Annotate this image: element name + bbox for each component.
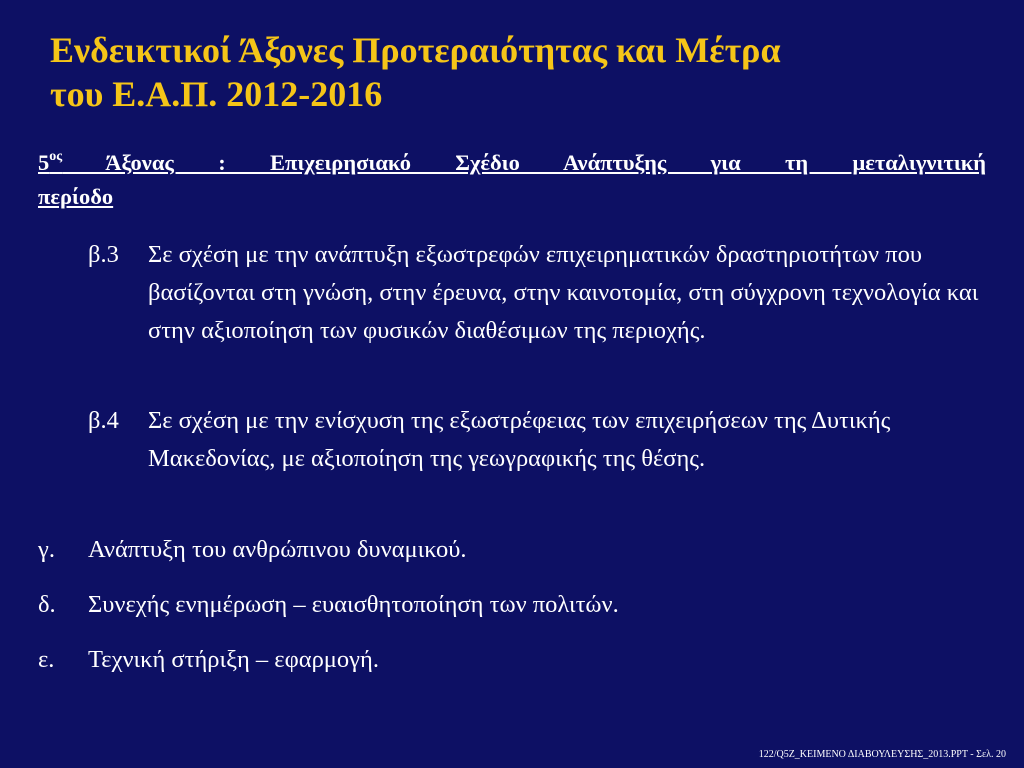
list-item-marker: δ. — [38, 591, 56, 618]
section-heading — [38, 146, 986, 214]
list-item-d — [38, 586, 988, 624]
sub-item-text: Σε σχέση με την ανάπτυξη εξωστρεφών επιχειρηματικών δραστηριοτήτων που βασίζονται στη γνώση, στην έρευνα, στην καινοτομία, στη σύγχρονη τεχνολογία και στην αξιοποίηση των φυσικών διαθέσιμων της περιοχής. — [148, 241, 979, 344]
slide-title-line-1: Ενδεικτικοί Άξονες Προτεραιότητας και Μέτρα — [50, 30, 781, 70]
slide-title — [50, 28, 990, 116]
list-item-e — [38, 641, 988, 679]
sub-item-b4 — [88, 402, 988, 478]
sub-item-b3 — [88, 236, 988, 350]
list-item-text: Συνεχής ενημέρωση – ευαισθητοποίηση των πολιτών. — [88, 591, 619, 618]
list-item-marker: ε. — [38, 646, 55, 673]
slide-title-line-2: του Ε.Α.Π. 2012-2016 — [50, 74, 383, 114]
section-heading-text: Άξονας : Επιχειρησιακό Σχέδιο Ανάπτυξης για τη μεταλιγνιτική — [62, 150, 986, 175]
list-item-text: Ανάπτυξη του ανθρώπινου δυναμικού. — [88, 536, 467, 563]
list-item-text: Τεχνική στήριξη – εφαρμογή. — [88, 646, 379, 673]
slide-footer: 122/Q5Z_ΚΕΙΜΕΝΟ ΔΙΑΒΟΥΛΕΥΣΗΣ_2013.PPT - Σελ. 20 — [758, 749, 1006, 760]
section-heading-line-1 — [38, 146, 986, 180]
axis-ordinal: ος — [49, 149, 63, 164]
sub-item-text: Σε σχέση με την ενίσχυση της εξωστρέφειας των επιχειρήσεων της Δυτικής Μακεδονίας, με αξιοποίηση της γεωγραφικής της θέσης. — [148, 407, 891, 472]
list-item-g — [38, 531, 988, 569]
section-heading-line-2: περίοδο — [38, 184, 114, 209]
sub-item-marker: β.4 — [88, 407, 119, 434]
axis-number: 5 — [38, 150, 50, 175]
list-item-marker: γ. — [38, 536, 55, 563]
sub-item-marker: β.3 — [88, 241, 119, 268]
